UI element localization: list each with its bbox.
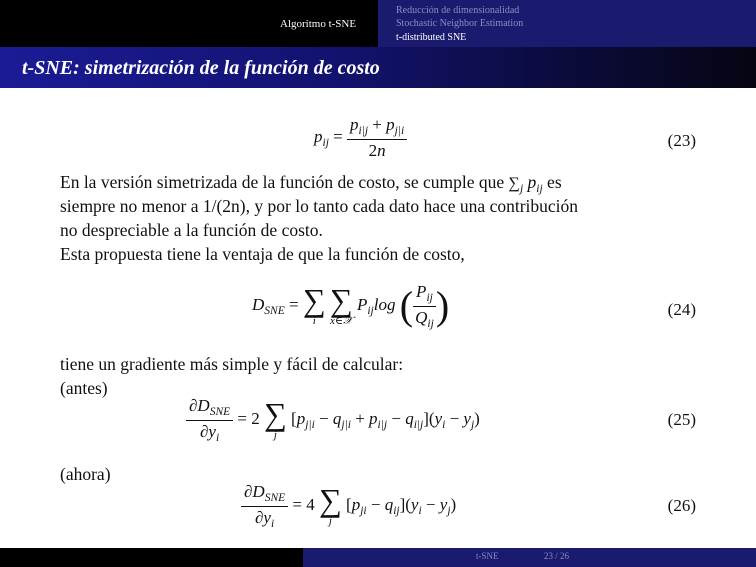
- footer-page-number: 23 / 26: [544, 551, 570, 561]
- paragraph-line-3: no despreciable a la función de costo.: [60, 220, 323, 240]
- nav-item-sne[interactable]: Stochastic Neighbor Estimation: [396, 18, 524, 29]
- footer-short-title[interactable]: t-SNE: [476, 551, 499, 561]
- equation-number-26: (26): [667, 496, 696, 515]
- paragraph-line-2: siempre no menor a 1/(2n), y por lo tanto cada dato hace una contribución: [60, 196, 579, 216]
- paragraph-line-4: Esta propuesta tiene la ventaja de que la función de costo,: [60, 244, 465, 264]
- equation-number-23: (23): [667, 131, 696, 150]
- footer-right-band: [303, 548, 756, 567]
- nav-item-tsne[interactable]: t-distributed SNE: [396, 32, 467, 43]
- equation-26: $\frac{\partial D_{SNE}}{\partial y_i}$ = 4 ∑ j $[p_{ji} - q_{ij}](y_i - y_j)$: [241, 482, 456, 530]
- frame-title: t-SNE: simetrización de la función de costo: [22, 57, 380, 79]
- equation-25: $\frac{\partial D_{SNE}}{\partial y_i}$ = 2 ∑ j $[p_{j|i} - q_{j|i} + p_{i|j} - q_{i|j}](y_i - y_j)$: [186, 396, 480, 444]
- section-title[interactable]: Algoritmo t-SNE: [280, 18, 357, 30]
- label-antes: (antes): [60, 378, 108, 398]
- paragraph-gradient: tiene un gradiente más simple y fácil de calcular:: [60, 354, 404, 374]
- equation-23: $p_{ij}$ = $\frac{p_{i|j} + p_{j|i}}{2n}$: [314, 115, 407, 161]
- equation-number-24: (24): [667, 300, 696, 319]
- label-ahora: (ahora): [60, 464, 111, 484]
- footer-left-band: [0, 548, 303, 567]
- equation-number-25: (25): [667, 410, 696, 429]
- paragraph-line-1: En la versión simetrizada de la función de costo, se cumple que $\sum_j$ $p_{ij}$ es: [60, 172, 562, 195]
- equation-24: $D_{SNE}$ = ∑ i ∑ x∈𝒳 $P_{ij}\log$ ( $\frac{P_{ij}}{Q_{ij}}$ ): [252, 282, 450, 330]
- nav-item-reduccion[interactable]: Reducción de dimensionalidad: [396, 5, 520, 16]
